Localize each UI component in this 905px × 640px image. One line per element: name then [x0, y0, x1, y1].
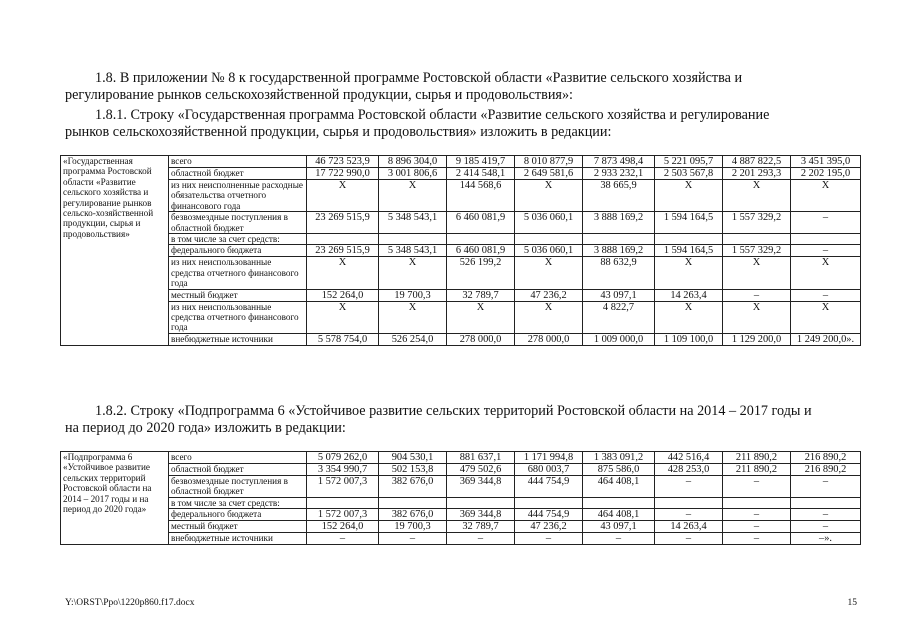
- table-row: [61, 180, 861, 212]
- table-cell: 5 221 095,7: [655, 156, 723, 168]
- table-cell: 43 097,1: [583, 289, 655, 301]
- table-cell: –: [791, 212, 861, 234]
- table-cell: 144 568,6: [447, 180, 515, 212]
- table-cell: 4 822,7: [583, 301, 655, 333]
- row-label: внебюджетные источники: [169, 333, 307, 345]
- table-cell: 8 010 877,9: [515, 156, 583, 168]
- table-cell: [515, 497, 583, 508]
- table-cell: Х: [655, 180, 723, 212]
- table-cell: [655, 234, 723, 245]
- table-cell: 88 632,9: [583, 257, 655, 289]
- table-row: [61, 257, 861, 289]
- table-cell: [655, 497, 723, 508]
- table-cell: Х: [791, 180, 861, 212]
- table-cell: 7 873 498,4: [583, 156, 655, 168]
- table-cell: 2 201 293,3: [723, 168, 791, 180]
- paragraph-line: 1.8. В приложении № 8 к государственной программе Ростовской области «Развитие сельского хозяйства и: [95, 70, 743, 86]
- table-cell: 3 888 169,2: [583, 212, 655, 234]
- footer-file-path: Y:\ORST\Ppo\1220p860.f17.docx: [65, 598, 195, 608]
- table-cell: –: [723, 521, 791, 533]
- row-label: безвозмездные поступления в областной бюджет: [169, 212, 307, 234]
- table-cell: Х: [723, 257, 791, 289]
- row-label: всего: [169, 156, 307, 168]
- financing-table-program: [60, 155, 861, 346]
- table-row: [61, 476, 861, 498]
- row-label: федерального бюджета: [169, 245, 307, 257]
- table-cell: 32 789,7: [447, 521, 515, 533]
- table-cell: 1 129 200,0: [723, 333, 791, 345]
- table-cell: –: [791, 509, 861, 521]
- row-label: местный бюджет: [169, 289, 307, 301]
- table-cell: 369 344,8: [447, 476, 515, 498]
- table-cell: 1 009 000,0: [583, 333, 655, 345]
- table-cell: –: [655, 509, 723, 521]
- table-cell: 9 185 419,7: [447, 156, 515, 168]
- table-cell: 2 414 548,1: [447, 168, 515, 180]
- table-cell: Х: [515, 180, 583, 212]
- table-row: [61, 168, 861, 180]
- table-cell: 442 516,4: [655, 452, 723, 464]
- table-cell: 2 649 581,6: [515, 168, 583, 180]
- row-group-title: «Подпрограмма 6 «Устойчивое развитие сельских территорий Ростовской области на 2014 – 2017 годы и на период до 2020 года»: [61, 452, 169, 545]
- table-cell: 3 001 806,6: [379, 168, 447, 180]
- table-cell: 2 503 567,8: [655, 168, 723, 180]
- table-cell: [379, 234, 447, 245]
- table-cell: [791, 234, 861, 245]
- table-cell: –: [515, 533, 583, 545]
- table-cell: 1 557 329,2: [723, 245, 791, 257]
- table-cell: Х: [791, 257, 861, 289]
- table-cell: [447, 234, 515, 245]
- table-cell: [723, 234, 791, 245]
- table-cell: 382 676,0: [379, 509, 447, 521]
- paragraph-1-8-2: [65, 403, 860, 437]
- table-cell: [583, 497, 655, 508]
- table-cell: 369 344,8: [447, 509, 515, 521]
- table-cell: 1 249 200,0».: [791, 333, 861, 345]
- table-cell: Х: [307, 180, 379, 212]
- table-cell: –: [791, 521, 861, 533]
- table-cell: –: [723, 533, 791, 545]
- table-cell: [515, 234, 583, 245]
- table-cell: [379, 497, 447, 508]
- table-cell: Х: [515, 301, 583, 333]
- footer-page-number: 15: [847, 598, 857, 608]
- financing-table-subprogram: [60, 451, 861, 545]
- table-cell: Х: [655, 257, 723, 289]
- table-cell: 881 637,1: [447, 452, 515, 464]
- table-cell: 211 890,2: [723, 452, 791, 464]
- table-cell: 464 408,1: [583, 509, 655, 521]
- row-label: внебюджетные источники: [169, 533, 307, 545]
- table-cell: 904 530,1: [379, 452, 447, 464]
- table-cell: –: [791, 289, 861, 301]
- table-cell: [307, 234, 379, 245]
- table-cell: 32 789,7: [447, 289, 515, 301]
- table-cell: 5 348 543,1: [379, 212, 447, 234]
- row-label: областной бюджет: [169, 464, 307, 476]
- table-row: [61, 509, 861, 521]
- table-cell: –: [723, 289, 791, 301]
- table-cell: 1 109 100,0: [655, 333, 723, 345]
- table-cell: Х: [515, 257, 583, 289]
- table-cell: Х: [723, 180, 791, 212]
- table-cell: 875 586,0: [583, 464, 655, 476]
- row-label: местный бюджет: [169, 521, 307, 533]
- table-cell: [723, 497, 791, 508]
- table-cell: Х: [791, 301, 861, 333]
- table-cell: 1 572 007,3: [307, 509, 379, 521]
- row-label: в том числе за счет средств:: [169, 497, 307, 508]
- table-cell: 2 933 232,1: [583, 168, 655, 180]
- table-cell: –: [655, 476, 723, 498]
- table-cell: –: [583, 533, 655, 545]
- table-cell: 479 502,6: [447, 464, 515, 476]
- paragraph-line: рынков сельскохозяйственной продукции, сырья и продовольствия» изложить в редакции:: [65, 124, 612, 140]
- table-cell: [307, 497, 379, 508]
- table-row: [61, 452, 861, 464]
- table-cell: 502 153,8: [379, 464, 447, 476]
- table-cell: 278 000,0: [515, 333, 583, 345]
- table-row: [61, 497, 861, 508]
- table-cell: 1 383 091,2: [583, 452, 655, 464]
- table-cell: 47 236,2: [515, 289, 583, 301]
- row-label: в том числе за счет средств:: [169, 234, 307, 245]
- table-cell: 211 890,2: [723, 464, 791, 476]
- table-row: [61, 212, 861, 234]
- row-group-title: «Государственная программа Ростовской области «Развитие сельского хозяйства и регулирование рынков сельско-хозяйственной продукции, сырья и продовольствия»: [61, 156, 169, 346]
- table-cell: 444 754,9: [515, 509, 583, 521]
- table-cell: Х: [655, 301, 723, 333]
- table-cell: –: [723, 476, 791, 498]
- table-cell: 382 676,0: [379, 476, 447, 498]
- row-label: всего: [169, 452, 307, 464]
- paragraph-line: регулирование рынков сельскохозяйственной продукции, сырья и продовольствия»:: [65, 87, 573, 103]
- table-cell: 5 348 543,1: [379, 245, 447, 257]
- table-cell: 46 723 523,9: [307, 156, 379, 168]
- table-cell: 17 722 990,0: [307, 168, 379, 180]
- table-cell: Х: [723, 301, 791, 333]
- table-cell: 5 079 262,0: [307, 452, 379, 464]
- table-cell: –: [791, 245, 861, 257]
- table-row: [61, 301, 861, 333]
- paragraph-1-8: [65, 70, 860, 104]
- table-cell: 43 097,1: [583, 521, 655, 533]
- table-cell: 152 264,0: [307, 289, 379, 301]
- row-label: безвозмездные поступления в областной бюджет: [169, 476, 307, 498]
- row-label: из них неиспользованные средства отчетного финансового года: [169, 257, 307, 289]
- table-cell: Х: [307, 301, 379, 333]
- table-cell: 5 036 060,1: [515, 212, 583, 234]
- table-row: [61, 234, 861, 245]
- table-cell: 4 887 822,5: [723, 156, 791, 168]
- table-row: [61, 289, 861, 301]
- table-cell: 3 888 169,2: [583, 245, 655, 257]
- table-cell: 14 263,4: [655, 289, 723, 301]
- table-cell: 8 896 304,0: [379, 156, 447, 168]
- table-cell: 23 269 515,9: [307, 212, 379, 234]
- table-cell: 6 460 081,9: [447, 212, 515, 234]
- table-cell: 278 000,0: [447, 333, 515, 345]
- table-cell: Х: [307, 257, 379, 289]
- table-cell: [791, 497, 861, 508]
- table-cell: 1 594 164,5: [655, 245, 723, 257]
- table-cell: 444 754,9: [515, 476, 583, 498]
- table-cell: 23 269 515,9: [307, 245, 379, 257]
- table-cell: –: [307, 533, 379, 545]
- table-cell: [583, 234, 655, 245]
- table-row: [61, 245, 861, 257]
- table-cell: 1 171 994,8: [515, 452, 583, 464]
- table-cell: 2 202 195,0: [791, 168, 861, 180]
- table-cell: 38 665,9: [583, 180, 655, 212]
- table-cell: 3 354 990,7: [307, 464, 379, 476]
- row-label: федерального бюджета: [169, 509, 307, 521]
- table-cell: –».: [791, 533, 861, 545]
- table-cell: 216 890,2: [791, 464, 861, 476]
- row-label: из них неиспользованные средства отчетного финансового года: [169, 301, 307, 333]
- table-cell: –: [447, 533, 515, 545]
- table-row: [61, 464, 861, 476]
- table-cell: 3 451 395,0: [791, 156, 861, 168]
- paragraph-line: 1.8.2. Строку «Подпрограмма 6 «Устойчивое развитие сельских территорий Ростовской области на 2014 – 2017 годы и: [95, 403, 812, 419]
- table-cell: 1 557 329,2: [723, 212, 791, 234]
- row-label: областной бюджет: [169, 168, 307, 180]
- table-cell: 19 700,3: [379, 289, 447, 301]
- table-row: [61, 156, 861, 168]
- table-cell: Х: [379, 257, 447, 289]
- table-cell: Х: [379, 180, 447, 212]
- table-cell: 19 700,3: [379, 521, 447, 533]
- table-cell: [447, 497, 515, 508]
- table-cell: 464 408,1: [583, 476, 655, 498]
- paragraph-line: 1.8.1. Строку «Государственная программа Ростовской области «Развитие сельского хозяйства и регулирование: [95, 107, 770, 123]
- table-cell: 526 254,0: [379, 333, 447, 345]
- table-cell: 680 003,7: [515, 464, 583, 476]
- table-cell: Х: [447, 301, 515, 333]
- paragraph-1-8-1: [65, 107, 860, 141]
- table-cell: 428 253,0: [655, 464, 723, 476]
- table-cell: 1 572 007,3: [307, 476, 379, 498]
- row-label: из них неисполненные расходные обязательства отчетного финансового года: [169, 180, 307, 212]
- table-cell: 47 236,2: [515, 521, 583, 533]
- table-cell: –: [655, 533, 723, 545]
- table-row: [61, 521, 861, 533]
- table-cell: –: [791, 476, 861, 498]
- table-cell: 5 036 060,1: [515, 245, 583, 257]
- table-cell: 6 460 081,9: [447, 245, 515, 257]
- table-cell: 1 594 164,5: [655, 212, 723, 234]
- table-row: [61, 533, 861, 545]
- table-cell: 5 578 754,0: [307, 333, 379, 345]
- table-cell: 14 263,4: [655, 521, 723, 533]
- table-cell: 152 264,0: [307, 521, 379, 533]
- table-cell: –: [723, 509, 791, 521]
- table-cell: Х: [379, 301, 447, 333]
- table-cell: –: [379, 533, 447, 545]
- paragraph-line: на период до 2020 года» изложить в редакции:: [65, 420, 346, 436]
- table-cell: 526 199,2: [447, 257, 515, 289]
- table-cell: 216 890,2: [791, 452, 861, 464]
- table-row: [61, 333, 861, 345]
